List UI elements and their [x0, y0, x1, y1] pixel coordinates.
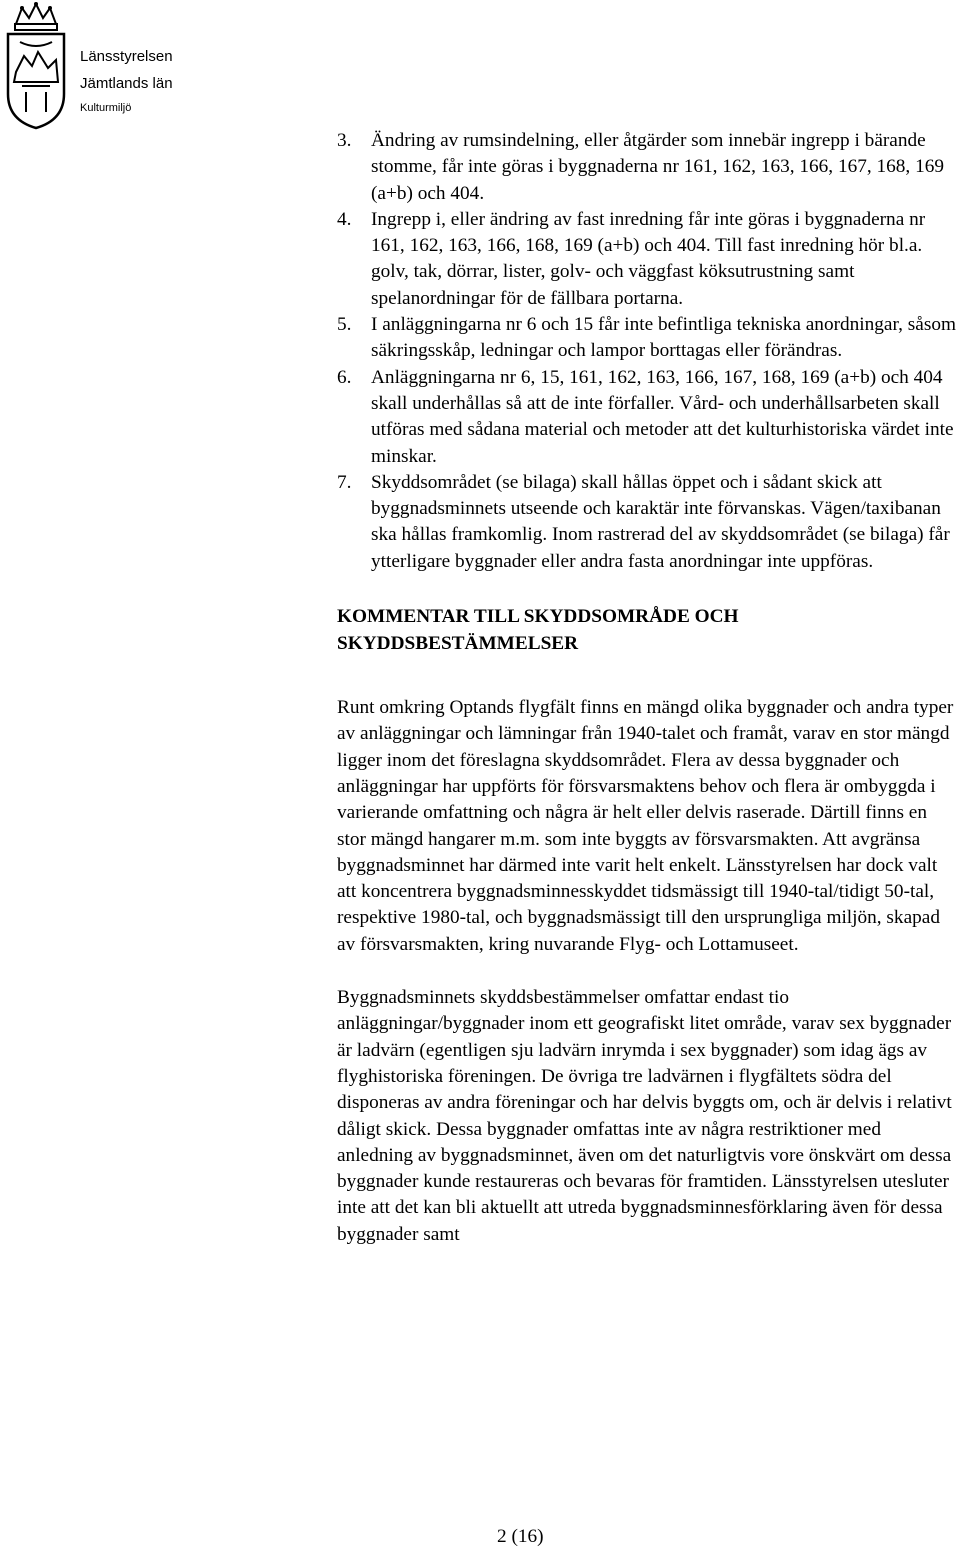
body-paragraph: Runt omkring Optands flygfält finns en mängd olika byggnader och andra typer av anläggningar och lämningar från 1940-talet och framåt, varav en stor mängd ligger inom det föreslagna skyddsområdet. Flera av dessa byggnader och anläggningar har uppförts för försvarsmaktens behov och flera är ombyggda i varierande omfattning och några är helt eller delvis raserade. Därtill finns en stor mängd hangarer m.m. som inte byggts av försvarsmakten. Att avgränsa byggnadsminnet har därmed inte varit helt enkelt. Länsstyrelsen har dock valt att koncentrera byggnadsminnesskyddet tidsmässigt till 1940-tal/tidigt 50-tal, respektive 1980-tal, och byggnadsmässigt till den ursprungliga miljön, skapad av försvarsmakten, kring nuvarande Flyg- och Lottamuseet. — [337, 697, 954, 955]
list-item — [337, 312, 959, 365]
list-item — [337, 470, 959, 575]
protection-rules-list — [337, 128, 959, 575]
list-item-text: I anläggningarna nr 6 och 15 får inte befintliga tekniska anordningar, såsom säkringsskåp, ledningar och lampor borttagas eller förändras. — [371, 314, 956, 362]
list-item-text: Skyddsområdet (se bilaga) skall hållas öppet och i sådant skick att byggnadsminnets utseende och karaktär inte förvanskas. Vägen/taxibanan ska hållas framkomlig. Inom rastrerad del av skyddsområdet (se bilaga) får ytterligare byggnader eller andra fasta anordningar inte uppföras. — [371, 471, 950, 572]
list-item — [337, 365, 959, 470]
agency-name: Länsstyrelsen — [80, 48, 173, 65]
list-item-number: 7. — [337, 471, 352, 493]
list-item — [337, 207, 959, 312]
coat-of-arms-logo — [2, 2, 70, 130]
agency-department: Kulturmiljö — [80, 102, 132, 114]
page-number: 2 (16) — [497, 1526, 544, 1547]
list-item-number: 5. — [337, 314, 352, 336]
list-item-text: Anläggningarna nr 6, 15, 161, 162, 163, 166, 167, 168, 169 (a+b) och 404 skall underhållas så att de inte förfaller. Vård- och underhållsarbeten skall utföras med sådana material och metoder att det kulturhistoriska värdet inte minskar. — [371, 366, 954, 467]
list-item — [337, 128, 959, 207]
list-item-number: 3. — [337, 130, 352, 151]
list-item-number: 4. — [337, 208, 352, 230]
list-item-number: 6. — [337, 366, 352, 388]
list-item-text: Ingrepp i, eller ändring av fast inredning får inte göras i byggnaderna nr 161, 162, 163, 166, 168, 169 (a+b) och 404. Till fast inredning hör bl.a. golv, tak, dörrar, lister, golv- och väggfast köksutrustning samt spelanordningar för de fällbara portarna. — [371, 208, 926, 309]
section-heading: KOMMENTAR TILL SKYDDSOMRÅDE OCH SKYDDSBESTÄMMELSER — [337, 606, 739, 655]
list-item-text: Ändring av rumsindelning, eller åtgärder som innebär ingrepp i bärande stomme, får inte göras i byggnaderna nr 161, 162, 163, 166, 167, 168, 169 (a+b) och 404. — [371, 130, 944, 204]
letterhead — [0, 0, 300, 140]
document-body — [337, 128, 959, 1248]
agency-county: Jämtlands län — [80, 75, 173, 92]
body-paragraph: Byggnadsminnets skyddsbestämmelser omfattar endast tio anläggningar/byggnader inom ett geografiskt litet område, varav sex byggnader är ladvärn (egentligen sju ladvärn inrymda i sex byggnader) som idag ägs av flyghistoriska föreningen. De övriga tre ladvärnen i flygfältets södra del disponeras av andra föreningar och har delvis byggts om, och är delvis i relativt dåligt skick. Dessa byggnader omfattas inte av några restriktioner med anledning av byggnadsminnet, även om det naturligtvis vore önskvärt om dessa byggnader kunde restaureras och bevaras för framtiden. Länsstyrelsen utesluter inte att det kan bli aktuellt att utreda byggnadsminnesförklaring även för dessa byggnader samt — [337, 987, 952, 1245]
